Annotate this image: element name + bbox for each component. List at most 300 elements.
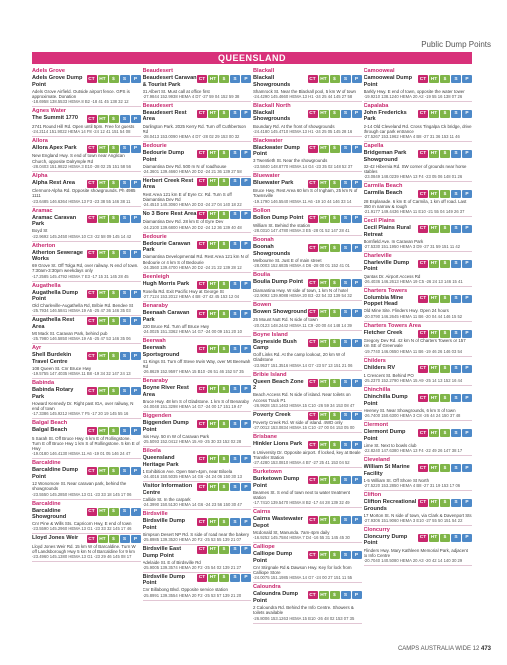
site-name: Boulia Dump Point xyxy=(253,279,304,286)
town-name: Alpha xyxy=(32,172,48,179)
facility-icons xyxy=(308,441,362,449)
gps-coordinates: -26.4036 146.2613 HEMA 19 C5 -26 24 13 146 15 41 xyxy=(363,278,463,284)
dump-point-entry xyxy=(253,67,362,102)
holding-tank-icon: HT xyxy=(99,536,106,542)
holding-tank-icon: HT xyxy=(430,465,438,471)
site-name: Cloncurry Dump Point xyxy=(363,533,408,547)
shower-icon: S xyxy=(341,180,351,188)
shower-icon: S xyxy=(451,225,461,233)
gps-coordinates: -19.7740 146.0650 HEMA 11 B6 -19 46 26 146 03 54 xyxy=(363,348,463,354)
facility-icons xyxy=(197,455,251,463)
caravan-tanks-icon: CT xyxy=(419,430,427,436)
town-name: Cloncurry xyxy=(363,526,390,533)
shower-icon: S xyxy=(120,352,130,360)
pet-icon: P xyxy=(352,279,362,287)
site-name: Allora Apex Park xyxy=(32,144,77,151)
site-name-row xyxy=(143,574,252,587)
gps-coordinates: -25.8991 139.3554 HEMA 20 F2 -25 53 57 139 21 20 xyxy=(142,592,242,598)
site-description: 25 Mount Nutt Rd. N side of town xyxy=(253,317,318,323)
fee-icon: $ xyxy=(109,75,119,83)
dump-point-entry xyxy=(32,282,141,317)
fee-icon: $ xyxy=(219,211,229,219)
caravan-tanks-icon: CT xyxy=(198,519,206,525)
caravan-tanks-icon: CT xyxy=(309,477,316,483)
facility-icons xyxy=(87,115,141,123)
fee-icon: $ xyxy=(109,215,119,223)
site-description: 220 Bruce Rd. Turn off Bruce Hwy xyxy=(142,324,210,330)
site-name: Lloyd Jones Weir xyxy=(32,535,79,542)
shower-icon: S xyxy=(230,483,240,491)
pet-icon: P xyxy=(241,574,251,582)
town-name: Blackwater xyxy=(253,137,283,144)
town-name: Childers xyxy=(363,357,386,364)
site-name: Shell Burdekin Travel Centre xyxy=(32,352,72,365)
gps-coordinates: -17.7410 139.5470 HEMA 8 B2 -17 44 28 139 32 49 xyxy=(253,500,350,506)
pet-icon: P xyxy=(352,476,362,484)
fee-icon: $ xyxy=(109,467,119,475)
site-name: Poverty Creek xyxy=(253,411,291,418)
facility-icons xyxy=(197,75,251,83)
dump-point-entry xyxy=(143,233,252,273)
caravan-tanks-icon: CT xyxy=(419,331,427,337)
gps-coordinates: -20.0123 148.2442 HEMA 11 C9 -20 00 44 148 14 39 xyxy=(253,322,352,328)
pet-icon: P xyxy=(241,241,251,249)
shower-icon: S xyxy=(120,427,130,435)
shower-icon: S xyxy=(120,145,130,153)
facility-icons xyxy=(418,394,472,402)
holding-tank-icon: HT xyxy=(320,111,327,117)
gps-coordinates: -28.0310 147.4780 HEMA 3 E5 -28 01 52 147 28 41 xyxy=(253,228,350,234)
site-description: Gregory Dev Rd. 42 km N of Charters Towers or 157 km SE of Greenvale xyxy=(363,338,466,349)
holding-tank-icon: HT xyxy=(320,310,327,316)
site-description: Cnr Pine & Wills Sts. Capricorn Hwy, E end of town xyxy=(32,521,132,527)
holding-tank-icon: HT xyxy=(320,517,327,523)
gps-coordinates: -20.0790 146.2645 HEMA 11 B6 -20 04 44 146 15 52 xyxy=(363,313,463,319)
caravan-tanks-icon: CT xyxy=(419,395,427,401)
site-name: Herbert Creek Rest Area xyxy=(142,177,194,191)
pet-icon: P xyxy=(352,412,362,420)
site-name-row xyxy=(32,467,141,480)
pet-icon: P xyxy=(241,110,251,118)
holding-tank-icon: HT xyxy=(99,509,106,515)
site-name: Blackall Showgrounds xyxy=(253,75,291,88)
site-name: William St Marine Facility xyxy=(363,464,410,477)
site-description: Clermont-Alpha Rd. Opposite showgrounds. Ph 4985 1111 xyxy=(32,188,136,199)
caravan-tanks-icon: CT xyxy=(88,146,95,152)
shower-icon: S xyxy=(120,317,130,325)
facility-icons xyxy=(197,281,251,289)
site-name: Carmila Beach xyxy=(363,190,403,197)
holding-tank-icon: HT xyxy=(209,484,217,490)
fee-icon: $ xyxy=(219,385,229,393)
caravan-tanks-icon: CT xyxy=(88,216,95,222)
gps-coordinates: -24.3990 150.5130 HEMA 14 G6 -24 23 56 150 30 47 xyxy=(142,502,242,508)
site-name: Birdsville East Dump Point xyxy=(142,545,182,559)
facility-icons xyxy=(87,290,141,298)
caravan-tanks-icon: CT xyxy=(88,428,95,434)
site-name-row xyxy=(32,508,141,521)
fee-icon: $ xyxy=(330,551,340,559)
gps-coordinates: -23.4960 145.1380 HEMA 13 G1 -23 29 46 145 08 17 xyxy=(32,554,132,560)
site-name-row xyxy=(253,145,362,158)
site-name-row xyxy=(253,551,362,564)
fee-icon: $ xyxy=(440,295,450,303)
pet-icon: P xyxy=(131,115,141,123)
pet-icon: P xyxy=(462,190,472,198)
fee-icon: $ xyxy=(440,499,450,507)
caravan-tanks-icon: CT xyxy=(309,413,316,419)
caravan-tanks-icon: CT xyxy=(198,346,206,352)
pet-icon: P xyxy=(241,150,251,158)
site-name-row xyxy=(143,75,252,88)
facility-icons xyxy=(418,295,472,303)
shower-icon: S xyxy=(120,387,130,395)
dump-point-entry xyxy=(364,102,473,142)
town-name: Bollon xyxy=(253,207,271,214)
fee-icon: $ xyxy=(440,429,450,437)
town-name: Aramac xyxy=(32,207,53,214)
facility-icons xyxy=(308,516,362,524)
site-name-row xyxy=(364,499,473,512)
state-banner xyxy=(32,52,472,64)
site-name-row xyxy=(143,310,252,323)
site-name: Cecil Plains Rural Retreat xyxy=(363,224,411,238)
gps-coordinates: -20.7040 140.5080 HEMA 20 A3 -20 42 14 140 30 29 xyxy=(363,557,463,563)
holding-tank-icon: HT xyxy=(209,242,217,248)
pet-icon: P xyxy=(462,225,472,233)
gps-coordinates: -23.9537 151.3516 HEMA 14 G7 -23 57 13 151 21 06 xyxy=(253,362,353,368)
site-description: Isis Hwy. 50 m W of Caravan Park xyxy=(142,434,210,440)
dump-point-entry xyxy=(253,411,362,434)
holding-tank-icon: HT xyxy=(430,535,438,541)
fee-icon: $ xyxy=(219,310,229,318)
site-description: 2-14 Old Cleveland Rd. Cross Tingalpa Ck bridge, drive through car park entrance xyxy=(363,123,472,134)
site-name: Boonah Showgrounds xyxy=(253,244,291,257)
fee-icon: $ xyxy=(440,150,450,158)
site-name: Burketown Dump Point xyxy=(253,476,300,489)
site-name-row xyxy=(253,591,362,604)
shower-icon: S xyxy=(341,110,351,118)
site-name: The Summit 1770 xyxy=(32,115,79,122)
gps-coordinates: -24.4510 140.3060 HEMA 20 D3 -24 27 04 140 18 22 xyxy=(142,201,242,207)
pet-icon: P xyxy=(462,534,472,542)
fee-icon: $ xyxy=(219,420,229,428)
caravan-tanks-icon: CT xyxy=(419,76,427,82)
site-name: Barcaldine Showground xyxy=(32,507,67,521)
fee-icon: $ xyxy=(219,546,229,554)
caravan-tanks-icon: CT xyxy=(198,484,206,490)
site-description: Darlington Park. 2025 Kerry Rd. Turn off Cuthbertson Rd xyxy=(142,123,246,134)
facility-icons xyxy=(308,180,362,188)
site-description: 2741 Round Hill Rd. Open until 5pm. Free for guests xyxy=(32,123,135,129)
caravan-tanks-icon: CT xyxy=(88,76,95,82)
caravan-tanks-icon: CT xyxy=(309,442,316,448)
gps-coordinates: -28.0003 152.6835 HEMA 4 D6 -28 00 01 152 41 01 xyxy=(253,263,350,269)
site-name-row xyxy=(143,385,252,398)
pet-icon: P xyxy=(462,464,472,472)
site-name: Augathella Rest Area xyxy=(32,317,75,331)
fee-icon: $ xyxy=(330,591,340,599)
dump-point-entry xyxy=(253,271,362,301)
caravan-tanks-icon: CT xyxy=(198,421,206,427)
pet-icon: P xyxy=(352,75,362,83)
town-name: Benaraby xyxy=(142,378,168,385)
site-name-row xyxy=(32,145,141,153)
facility-icons xyxy=(418,429,472,437)
pet-icon: P xyxy=(352,215,362,223)
holding-tank-icon: HT xyxy=(320,380,327,386)
dump-point-entry xyxy=(253,137,362,172)
town-name: Allora xyxy=(32,137,48,144)
facility-icons xyxy=(308,279,362,287)
site-name: Beerwah Sportsground xyxy=(142,345,180,358)
caravan-tanks-icon: CT xyxy=(88,536,95,542)
town-name: Chinchilla xyxy=(363,387,391,394)
site-name-row xyxy=(364,190,473,198)
caravan-tanks-icon: CT xyxy=(198,111,206,117)
site-name-row xyxy=(364,110,473,123)
pet-icon: P xyxy=(131,145,141,153)
site-name: Charleville Dump Point xyxy=(363,259,410,273)
shower-icon: S xyxy=(120,508,130,516)
site-name-row xyxy=(143,281,252,289)
shower-icon: S xyxy=(451,110,461,118)
site-name-row xyxy=(32,352,141,365)
gps-coordinates: -26.9928 153.1463 HEMA 15 C10 -26 59 34 153 08 47 xyxy=(253,402,355,408)
fee-icon: $ xyxy=(440,534,450,542)
pet-icon: P xyxy=(131,467,141,475)
pet-icon: P xyxy=(462,394,472,402)
caravan-tanks-icon: CT xyxy=(88,388,95,394)
fee-icon: $ xyxy=(219,241,229,249)
site-name-row xyxy=(32,215,141,228)
pet-icon: P xyxy=(131,75,141,83)
gps-coordinates: -24.2114 151.9022 HEMA 14 F8 -24 12 41 151 54 08 xyxy=(32,128,131,134)
pet-icon: P xyxy=(462,260,472,268)
dump-point-entry xyxy=(253,468,362,508)
town-name: Babinda xyxy=(32,380,55,387)
pet-icon: P xyxy=(241,211,251,219)
shower-icon: S xyxy=(230,241,240,249)
gps-coordinates: -25.5093 152.0412 HEMA 15 A9 -25 30 33 152 02 28 xyxy=(142,439,242,445)
dump-point-entry xyxy=(253,207,362,237)
site-name-row xyxy=(253,244,362,257)
dump-point-entry xyxy=(364,182,473,217)
fee-icon: $ xyxy=(219,345,229,353)
pet-icon: P xyxy=(131,250,141,258)
holding-tank-icon: HT xyxy=(320,181,327,187)
dump-point-entry xyxy=(32,379,141,419)
site-description: Bomfield Ave. In Caravan Park xyxy=(363,238,424,244)
holding-tank-icon: HT xyxy=(430,76,438,82)
site-description: 1 Crescent St. Behind PO xyxy=(363,373,414,379)
pet-icon: P xyxy=(131,352,141,360)
facility-icons xyxy=(308,379,362,387)
site-name: Balgal Beach xyxy=(32,427,68,434)
town-name: Balgal Beach xyxy=(32,420,68,427)
shower-icon: S xyxy=(230,310,240,318)
site-description: Flinders Hwy. Mary Kathleen Memorial Park, adjacent to Info Centre xyxy=(363,547,468,558)
caravan-tanks-icon: CT xyxy=(309,517,316,523)
fee-icon: $ xyxy=(330,339,340,347)
column-1 xyxy=(32,67,141,645)
holding-tank-icon: HT xyxy=(430,395,438,401)
pet-icon: P xyxy=(352,339,362,347)
site-name-row xyxy=(143,455,252,468)
site-name-row xyxy=(364,225,473,238)
site-name: Bridgeman Park Showground xyxy=(363,149,407,163)
holding-tank-icon: HT xyxy=(209,456,217,462)
fee-icon: $ xyxy=(440,260,450,268)
site-name: Bluewater Park xyxy=(253,179,294,186)
facility-icons xyxy=(197,574,251,582)
facility-icons xyxy=(197,110,251,118)
facility-icons xyxy=(418,150,472,158)
fee-icon: $ xyxy=(219,178,229,186)
site-name-row xyxy=(253,75,362,88)
pet-icon: P xyxy=(462,295,472,303)
site-name: Hinkler Lions Park xyxy=(253,441,303,448)
fee-icon: $ xyxy=(219,455,229,463)
shower-icon: S xyxy=(230,455,240,463)
dump-point-entry xyxy=(143,482,252,510)
site-name-row xyxy=(143,420,252,433)
dump-point-entry xyxy=(253,236,362,271)
site-description: Lime St. Next to bowls club xyxy=(363,442,417,448)
dump-point-entry xyxy=(253,172,362,207)
holding-tank-icon: HT xyxy=(99,216,106,222)
gps-coordinates: -22.9692 145.2450 HEMA 10 C3 -22 58 09 145 14 42 xyxy=(32,233,132,239)
dump-point-entry xyxy=(364,456,473,491)
facility-icons xyxy=(308,75,362,83)
facility-icons xyxy=(418,75,472,83)
shower-icon: S xyxy=(341,476,351,484)
dump-point-entry xyxy=(32,419,141,459)
gps-coordinates: -26.7400 150.6300 HEMA 3 C8 -26 44 24 150 37 48 xyxy=(363,413,461,419)
pet-icon: P xyxy=(241,281,251,289)
gps-coordinates: -28.0413 153.0090 HEMA 4 D7 -28 02 29 153 00 32 xyxy=(142,133,240,139)
site-name: Beaudesert Caravan & Tourist Park xyxy=(142,75,197,88)
site-description: Cnr Billabong Blvd. Opposite service station xyxy=(142,587,228,593)
site-name-row xyxy=(143,345,252,358)
shower-icon: S xyxy=(120,75,130,83)
fee-icon: $ xyxy=(330,145,340,153)
site-description: Beach Access Rd. N side of island. Near toilets on Access Track P1 xyxy=(253,392,351,403)
pet-icon: P xyxy=(462,110,472,118)
dump-point-entry xyxy=(143,510,252,545)
dump-point-entry xyxy=(364,142,473,182)
caravan-tanks-icon: CT xyxy=(198,179,206,185)
dump-point-entry xyxy=(32,534,141,562)
caravan-tanks-icon: CT xyxy=(419,500,427,506)
facility-icons xyxy=(87,215,141,223)
holding-tank-icon: HT xyxy=(209,76,217,82)
caravan-tanks-icon: CT xyxy=(309,146,316,152)
dump-point-entry xyxy=(143,337,252,377)
fee-icon: $ xyxy=(330,180,340,188)
site-name: Calliope Dump Point xyxy=(253,551,293,564)
site-name-row xyxy=(364,260,473,273)
facility-icons xyxy=(87,387,141,395)
dump-point-entry xyxy=(253,301,362,331)
dump-point-entry xyxy=(143,573,252,601)
dump-point-entry xyxy=(364,217,473,252)
pet-icon: P xyxy=(131,535,141,543)
site-description: Golf Links Rd. At the camp lookout, 20 km W of Gladstone xyxy=(253,352,345,363)
shower-icon: S xyxy=(120,250,130,258)
facility-icons xyxy=(308,551,362,559)
town-name: Biggenden xyxy=(142,413,172,420)
facility-icons xyxy=(197,345,251,353)
shower-icon: S xyxy=(230,110,240,118)
facility-icons xyxy=(197,483,251,491)
facility-icons xyxy=(418,534,472,542)
fee-icon: $ xyxy=(219,518,229,526)
caravan-tanks-icon: CT xyxy=(198,547,206,553)
town-name: Beaudesert xyxy=(142,102,173,109)
site-name: Boyne River Rest Area xyxy=(142,385,189,399)
shower-icon: S xyxy=(230,178,240,186)
site-name-row xyxy=(32,75,141,88)
caravan-tanks-icon: CT xyxy=(419,151,427,157)
dump-point-entry xyxy=(143,302,252,337)
gps-coordinates: -27.5330 151.1950 HEMA 3 D9 -27 31 59 151 11 42 xyxy=(363,243,461,249)
facility-icons xyxy=(197,241,251,249)
pet-icon: P xyxy=(462,150,472,158)
caravan-tanks-icon: CT xyxy=(419,366,427,372)
gps-coordinates: -21.9177 149.4436 HEMA 11 E10 -21 55 04 149 26 37 xyxy=(363,208,465,214)
shower-icon: S xyxy=(341,591,351,599)
fee-icon: $ xyxy=(440,190,450,198)
dump-point-entry xyxy=(32,107,141,137)
holding-tank-icon: HT xyxy=(99,468,106,474)
caravan-tanks-icon: CT xyxy=(88,291,95,297)
shower-icon: S xyxy=(341,279,351,287)
pet-icon: P xyxy=(352,516,362,524)
site-name: Bedourie Caravan Park xyxy=(142,240,191,254)
town-name: Agnes Water xyxy=(32,108,66,115)
shower-icon: S xyxy=(341,309,351,317)
listing-columns xyxy=(32,67,472,645)
caravan-tanks-icon: CT xyxy=(309,245,316,251)
town-name: Clermont xyxy=(363,422,389,429)
pet-icon: P xyxy=(352,180,362,188)
site-name: Blackwater Dump Point xyxy=(253,144,300,158)
holding-tank-icon: HT xyxy=(430,111,438,117)
facility-icons xyxy=(197,518,251,526)
shower-icon: S xyxy=(451,464,461,472)
pet-icon: P xyxy=(352,379,362,387)
pet-icon: P xyxy=(462,330,472,338)
shower-icon: S xyxy=(451,260,461,268)
town-name: Bedourie xyxy=(142,142,167,149)
fee-icon: $ xyxy=(330,476,340,484)
site-description: 32-42 Hibernia Rd. SW corner of grounds near horse stables xyxy=(363,163,467,174)
site-name: Birdsville Dump Point xyxy=(142,573,186,587)
site-name: Babinda Rotary Park xyxy=(32,387,74,400)
site-description: 3 Twentieth St. Near the showgrounds xyxy=(253,158,328,164)
gps-coordinates: -16.9252 145.7584 HEMA 7 D4 -16 55 31 145 45 30 xyxy=(253,535,350,541)
site-name: Bowen Showground xyxy=(253,308,308,315)
site-name-row xyxy=(253,516,362,529)
gps-coordinates: -23.5550 145.2850 HEMA 13 G1 -23 33 18 145 17 06 xyxy=(32,491,132,497)
dump-point-entry xyxy=(364,386,473,421)
fee-icon: $ xyxy=(440,225,450,233)
pet-icon: P xyxy=(131,290,141,298)
pet-icon: P xyxy=(241,420,251,428)
site-name-row xyxy=(143,546,252,559)
site-name-row xyxy=(364,365,473,373)
